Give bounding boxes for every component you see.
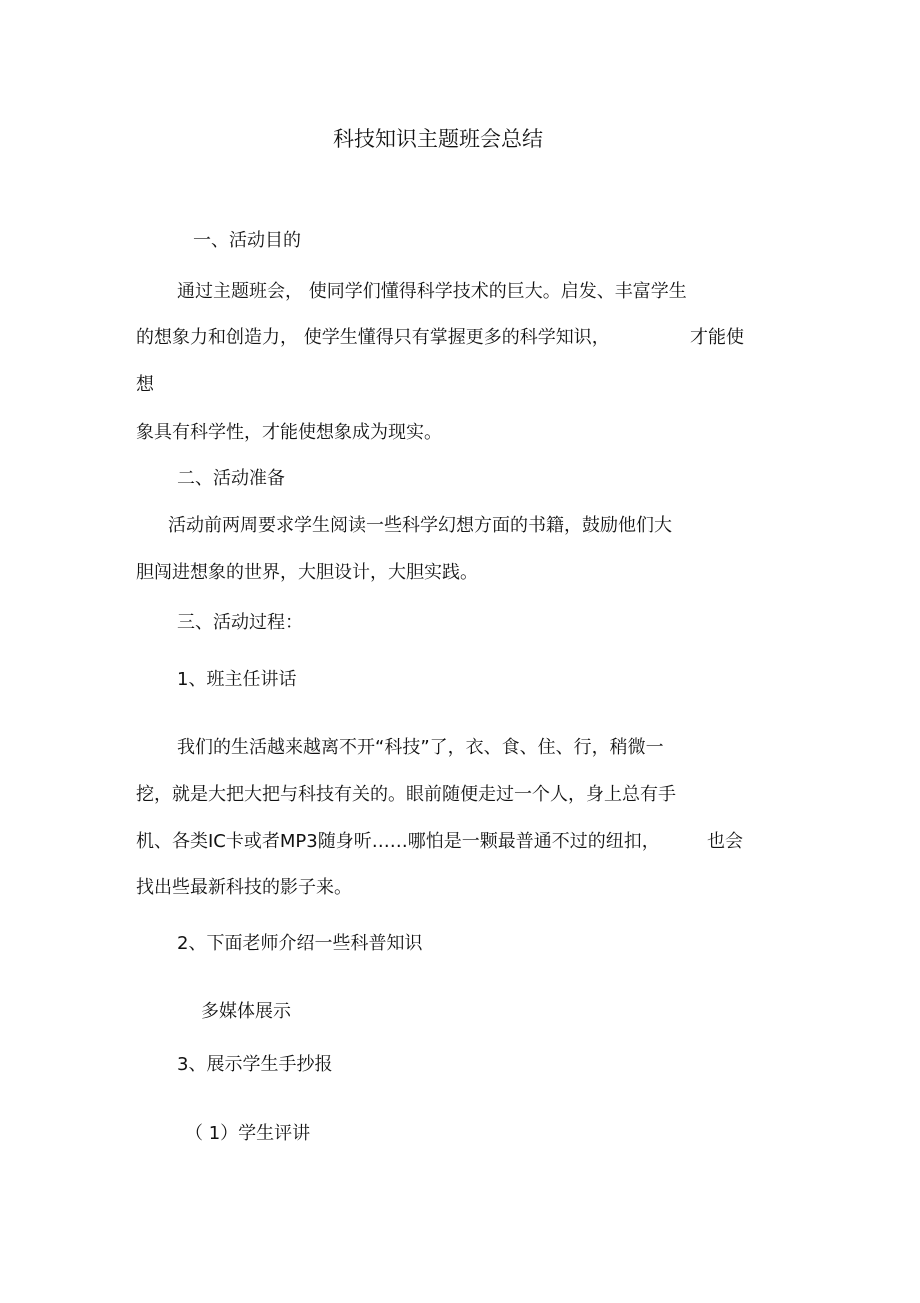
sub-item-multimedia: 多媒体展示 bbox=[201, 1001, 291, 1022]
section-heading-process: 三、活动过程： bbox=[177, 612, 303, 633]
document-title: 科技知识主题班会总结 bbox=[333, 127, 543, 151]
item-heading-science-knowledge: 2、下面老师介绍一些科普知识 bbox=[177, 933, 423, 954]
paragraph-line: 才能使 bbox=[690, 327, 744, 348]
sub-item-student-review: （ 1）学生评讲 bbox=[185, 1123, 311, 1144]
paragraph-line: 机、各类IC卡或者MP3随身听……哪怕是一颗最普通不过的纽扣， bbox=[136, 831, 660, 852]
paragraph-line: 胆闯进想象的世界，大胆设计，大胆实践。 bbox=[136, 562, 478, 583]
paragraph-line: 活动前两周要求学生阅读一些科学幻想方面的书籍，鼓励他们大 bbox=[168, 515, 672, 536]
item-heading-handwritten-newspaper: 3、展示学生手抄报 bbox=[177, 1054, 333, 1075]
paragraph-line: 象具有科学性，才能使想象成为现实。 bbox=[136, 422, 442, 443]
paragraph-line: 通过主题班会， 使同学们懂得科学技术的巨大。启发、丰富学生 bbox=[177, 281, 687, 302]
section-heading-preparation: 二、活动准备 bbox=[177, 468, 285, 489]
paragraph-line: 的想象力和创造力， 使学生懂得只有掌握更多的科学知识， bbox=[136, 327, 610, 348]
paragraph-line: 也会 bbox=[707, 831, 743, 852]
paragraph-line: 挖，就是大把大把与科技有关的。眼前随便走过一个人，身上总有手 bbox=[136, 784, 676, 805]
paragraph-line: 想 bbox=[136, 374, 154, 395]
section-heading-purpose: 一、活动目的 bbox=[193, 230, 301, 251]
item-heading-teacher-speech: 1、班主任讲话 bbox=[177, 669, 297, 690]
paragraph-line: 找出些最新科技的影子来。 bbox=[136, 877, 352, 898]
paragraph-line: 我们的生活越来越离不开“科技”了，衣、食、住、行，稍微一 bbox=[177, 737, 664, 758]
